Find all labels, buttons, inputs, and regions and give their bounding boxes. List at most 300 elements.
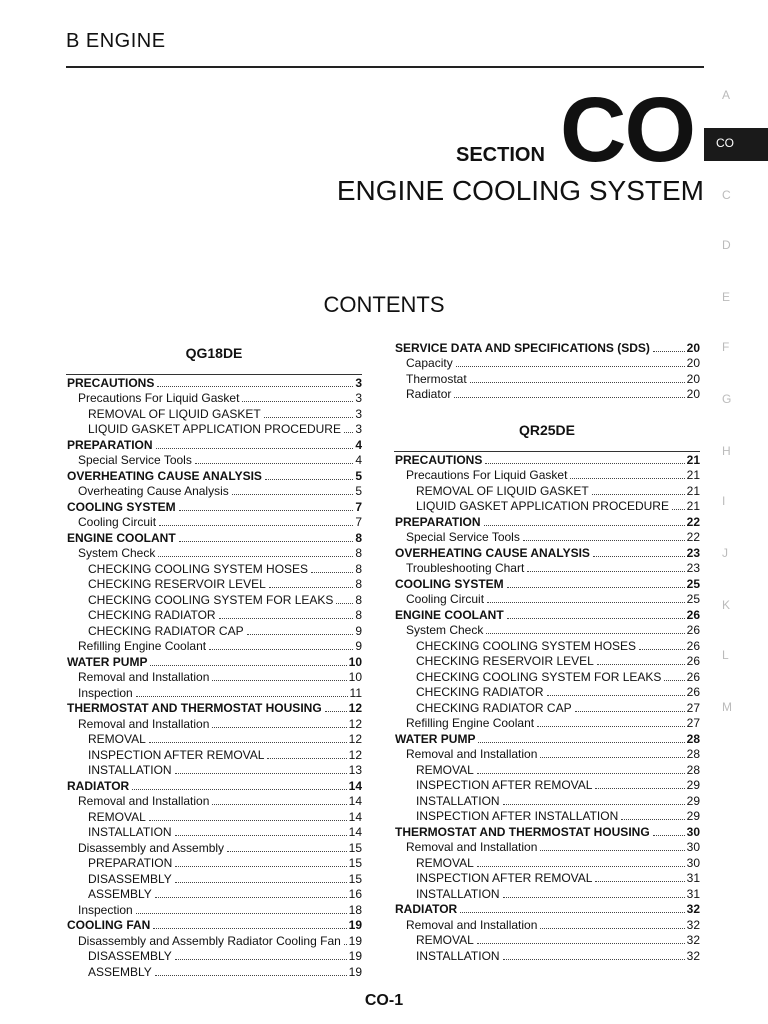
toc-entry-page: 29 xyxy=(686,778,700,792)
toc-entry-page: 9 xyxy=(355,639,362,653)
dot-leader xyxy=(477,773,685,774)
toc-list xyxy=(394,340,700,402)
toc-entry-page: 10 xyxy=(348,670,362,684)
toc-entry-title: INSTALLATION xyxy=(88,825,172,839)
toc-entry-page: 13 xyxy=(348,763,362,777)
toc-entry[interactable] xyxy=(66,499,362,515)
toc-entry-title: PREPARATION xyxy=(395,514,481,529)
toc-entry[interactable] xyxy=(394,607,700,623)
dot-leader xyxy=(503,959,685,960)
toc-entry-title: Removal and Installation xyxy=(406,917,538,932)
header-rule xyxy=(66,66,704,68)
dot-leader xyxy=(477,943,685,944)
toc-entry[interactable] xyxy=(394,933,700,949)
toc-entry-page: 31 xyxy=(686,886,700,901)
toc-entry-title: Cooling Circuit xyxy=(406,592,485,606)
dot-leader xyxy=(179,510,354,511)
toc-entry-title: Disassembly and Assembly Radiator Cooling Fan xyxy=(78,933,341,948)
section-tab-label: K xyxy=(722,598,731,612)
toc-entry[interactable] xyxy=(394,793,700,809)
dot-leader xyxy=(175,866,346,867)
dot-leader xyxy=(242,401,353,402)
toc-list xyxy=(66,375,362,980)
toc-entry-page: 20 xyxy=(686,371,700,386)
dot-leader xyxy=(456,366,685,367)
toc-entry-page: 7 xyxy=(355,515,362,529)
section-tab[interactable] xyxy=(704,436,768,469)
toc-entry-page: 14 xyxy=(348,778,362,793)
toc-entry-title: CHECKING RESERVOIR LEVEL xyxy=(416,654,594,668)
section-tab-label: A xyxy=(722,88,731,102)
toc-entry-page: 29 xyxy=(686,793,700,808)
toc-entry[interactable] xyxy=(394,886,700,902)
toc-entry[interactable] xyxy=(394,855,700,871)
toc-entry-title: Refilling Engine Coolant xyxy=(406,716,535,730)
toc-entry[interactable] xyxy=(394,340,700,356)
section-tab-label: I xyxy=(722,494,726,508)
toc-entry-title: DISASSEMBLY xyxy=(88,871,172,886)
toc-entry[interactable] xyxy=(66,422,362,438)
toc-entry-title: CHECKING COOLING SYSTEM FOR LEAKS xyxy=(416,669,662,684)
toc-entry-title: CHECKING COOLING SYSTEM FOR LEAKS xyxy=(88,592,334,607)
toc-entry[interactable] xyxy=(66,468,362,484)
toc-entry-title: PREPARATION xyxy=(88,856,173,870)
toc-entry[interactable] xyxy=(394,499,700,515)
toc-entry-page: 26 xyxy=(686,607,700,622)
toc-entry[interactable] xyxy=(66,375,362,391)
toc-entry[interactable] xyxy=(66,964,362,980)
toc-entry[interactable] xyxy=(394,530,700,546)
toc-entry[interactable] xyxy=(66,949,362,965)
toc-entry-page: 18 xyxy=(348,902,362,917)
section-tab[interactable] xyxy=(704,384,768,417)
toc-entry-title: SERVICE DATA AND SPECIFICATIONS (SDS) xyxy=(395,340,650,355)
toc-entry-title: INSPECTION AFTER REMOVAL xyxy=(88,747,265,762)
toc-entry-title: Removal and Installation xyxy=(78,716,210,731)
toc-entry[interactable] xyxy=(66,778,362,794)
toc-entry-title: Disassembly and Assembly xyxy=(78,840,225,855)
toc-entry[interactable] xyxy=(394,623,700,639)
toc-entry[interactable] xyxy=(66,701,362,717)
toc-entry[interactable] xyxy=(66,639,362,655)
toc-entry-title: LIQUID GASKET APPLICATION PROCEDURE xyxy=(416,499,669,513)
toc-entry-page: 30 xyxy=(686,855,700,870)
toc-entry-page: 8 xyxy=(355,608,362,622)
page-number: CO-1 xyxy=(364,992,404,1009)
toc-entry-title: ENGINE COOLANT xyxy=(67,530,176,545)
toc-entry-page: 19 xyxy=(348,918,362,932)
toc-entry-page: 8 xyxy=(355,561,362,576)
toc-entry-page: 26 xyxy=(686,638,700,653)
toc-entry-title: RADIATOR xyxy=(395,902,458,916)
toc-entry-page: 28 xyxy=(686,762,700,777)
dot-leader xyxy=(136,913,347,914)
toc-entry-page: 23 xyxy=(686,561,700,575)
toc-entry[interactable] xyxy=(66,809,362,825)
dot-leader xyxy=(540,928,684,929)
toc-entry-title: Precautions For Liquid Gasket xyxy=(406,468,568,482)
dot-leader xyxy=(219,618,354,619)
toc-entry[interactable] xyxy=(394,356,700,372)
toc-entry-title: System Check xyxy=(406,623,484,637)
toc-entry-page: 28 xyxy=(686,747,700,761)
toc-entry[interactable] xyxy=(66,825,362,841)
toc-entry[interactable] xyxy=(66,530,362,546)
toc-entry[interactable] xyxy=(394,576,700,592)
toc-entry-page: 25 xyxy=(686,592,700,606)
toc-entry[interactable] xyxy=(394,387,700,403)
toc-entry[interactable] xyxy=(66,406,362,422)
dot-leader xyxy=(209,649,353,650)
section-tab[interactable] xyxy=(704,538,768,571)
toc-entry-title: Special Service Tools xyxy=(78,453,192,467)
dot-leader xyxy=(212,727,346,728)
toc-entry-title: REMOVAL xyxy=(88,732,146,746)
dot-leader xyxy=(454,397,684,398)
section-tab[interactable] xyxy=(704,230,768,263)
toc-entry-page: 30 xyxy=(686,824,700,839)
dot-leader xyxy=(540,757,684,758)
toc-entry[interactable] xyxy=(66,546,362,562)
section-title: ENGINE COOLING SYSTEM xyxy=(336,175,704,206)
toc-entry[interactable] xyxy=(66,608,362,624)
toc-entry-page: 32 xyxy=(686,948,700,963)
section-tab-label: J xyxy=(722,546,728,560)
section-tab[interactable] xyxy=(704,180,768,213)
toc-entry[interactable] xyxy=(394,917,700,933)
toc-entry[interactable] xyxy=(66,437,362,453)
toc-entry[interactable] xyxy=(66,856,362,872)
toc-entry[interactable] xyxy=(394,747,700,763)
dot-leader xyxy=(664,680,684,681)
toc-entry-page: 27 xyxy=(686,700,700,715)
dot-leader xyxy=(597,664,685,665)
dot-leader xyxy=(212,804,346,805)
dot-leader xyxy=(470,382,685,383)
toc-entry[interactable] xyxy=(394,452,700,468)
toc-entry-page: 15 xyxy=(348,840,362,855)
toc-entry-page: 21 xyxy=(686,452,700,467)
dot-leader xyxy=(507,618,685,619)
toc-entry-page: 26 xyxy=(686,685,700,699)
section-tab[interactable] xyxy=(704,128,768,161)
toc-entry[interactable] xyxy=(394,561,700,577)
toc-entry-page: 32 xyxy=(686,902,700,916)
toc-entry-title: RADIATOR xyxy=(67,778,130,793)
section-tab[interactable] xyxy=(704,282,768,315)
toc-entry[interactable] xyxy=(66,716,362,732)
toc-entry[interactable] xyxy=(394,700,700,716)
dot-leader xyxy=(547,695,685,696)
dot-leader xyxy=(653,835,685,836)
toc-entry-page: 12 xyxy=(348,716,362,731)
toc-entry-page: 21 xyxy=(686,483,700,498)
toc-entry-title: INSPECTION AFTER INSTALLATION xyxy=(416,809,619,823)
dot-leader xyxy=(593,556,685,557)
toc-entry-title: CHECKING RADIATOR xyxy=(88,608,216,622)
toc-entry-title: INSTALLATION xyxy=(416,886,500,901)
toc-entry[interactable] xyxy=(66,933,362,949)
toc-entry-page: 14 xyxy=(348,825,362,839)
toc-entry[interactable] xyxy=(394,371,700,387)
section-tab[interactable] xyxy=(704,590,768,623)
section-tab[interactable] xyxy=(704,80,768,113)
toc-entry-title: Special Service Tools xyxy=(406,530,520,544)
dot-leader xyxy=(477,866,685,867)
toc-entry-page: 8 xyxy=(355,546,362,560)
toc-entry-title: WATER PUMP xyxy=(67,654,148,669)
dot-leader xyxy=(592,494,685,495)
dot-leader xyxy=(265,479,353,480)
toc-entry-title: ENGINE COOLANT xyxy=(395,607,504,622)
contents-heading: CONTENTS xyxy=(323,292,445,317)
section-tab-label: L xyxy=(722,648,729,662)
toc-entry[interactable] xyxy=(66,685,362,701)
toc-entry[interactable] xyxy=(66,887,362,903)
toc-entry[interactable] xyxy=(394,654,700,670)
toc-entry[interactable] xyxy=(394,731,700,747)
dot-leader xyxy=(485,463,684,464)
dot-leader xyxy=(639,649,685,650)
toc-entry-page: 3 xyxy=(355,375,362,390)
toc-entry[interactable] xyxy=(66,453,362,469)
toc-entry-title: THERMOSTAT AND THERMOSTAT HOUSING xyxy=(395,824,650,839)
toc-entry-title: ASSEMBLY xyxy=(88,964,152,979)
toc-entry-page: 31 xyxy=(686,871,700,885)
dot-leader xyxy=(595,788,684,789)
section-tab[interactable] xyxy=(704,640,768,673)
toc-entry[interactable] xyxy=(66,918,362,934)
toc-entry-title: Removal and Installation xyxy=(406,747,538,761)
toc-entry-title: Capacity xyxy=(406,356,453,370)
toc-entry-page: 10 xyxy=(348,654,362,669)
toc-entry-page: 21 xyxy=(686,499,700,513)
toc-entry-page: 29 xyxy=(686,809,700,823)
toc-entry-page: 11 xyxy=(349,685,362,700)
toc-entry[interactable] xyxy=(66,902,362,918)
toc-entry[interactable] xyxy=(66,654,362,670)
toc-entry-title: CHECKING RESERVOIR LEVEL xyxy=(88,577,266,591)
toc-entry-page: 22 xyxy=(686,514,700,529)
toc-entry[interactable] xyxy=(66,515,362,531)
dot-leader xyxy=(175,773,347,774)
dot-leader xyxy=(159,525,353,526)
toc-entry-title: OVERHEATING CAUSE ANALYSIS xyxy=(67,468,262,483)
toc-entry[interactable] xyxy=(394,902,700,918)
toc-entry-title: WATER PUMP xyxy=(395,731,476,746)
toc-entry-page: 16 xyxy=(348,887,362,901)
toc-entry[interactable] xyxy=(66,840,362,856)
dot-leader xyxy=(344,432,353,433)
toc-entry-page: 8 xyxy=(355,530,362,545)
toc-entry-title: CHECKING RADIATOR CAP xyxy=(416,700,572,715)
toc-entry[interactable] xyxy=(394,948,700,964)
toc-entry[interactable] xyxy=(394,809,700,825)
dot-leader xyxy=(132,789,346,790)
toc-entry-page: 30 xyxy=(686,840,700,854)
toc-entry[interactable] xyxy=(394,716,700,732)
dot-leader xyxy=(503,804,685,805)
toc-entry-page: 26 xyxy=(686,669,700,684)
toc-entry[interactable] xyxy=(66,577,362,593)
toc-entry-title: OVERHEATING CAUSE ANALYSIS xyxy=(395,545,590,560)
section-tab[interactable] xyxy=(704,486,768,519)
toc-entry[interactable] xyxy=(394,871,700,887)
toc-entry-title: COOLING SYSTEM xyxy=(395,576,504,591)
dot-leader xyxy=(264,417,354,418)
toc-entry[interactable] xyxy=(394,483,700,499)
toc-entry-title: INSTALLATION xyxy=(416,948,500,963)
toc-entry[interactable] xyxy=(66,763,362,779)
toc-entry-title: Troubleshooting Chart xyxy=(406,561,525,575)
dot-leader xyxy=(537,726,685,727)
dot-leader xyxy=(523,540,685,541)
toc-entry-title: PRECAUTIONS xyxy=(67,375,155,390)
toc-entry[interactable] xyxy=(394,592,700,608)
toc-entry-title: CHECKING RADIATOR xyxy=(416,685,544,699)
toc-entry-title: COOLING SYSTEM xyxy=(67,499,176,514)
dot-leader xyxy=(136,696,348,697)
section-tab-label: D xyxy=(722,238,731,252)
dot-leader xyxy=(156,448,354,449)
toc-entry-page: 28 xyxy=(686,731,700,746)
engine-group-title: QG18DE xyxy=(185,345,243,361)
section-tab-label: G xyxy=(722,392,732,406)
toc-entry-page: 4 xyxy=(355,437,362,452)
toc-entry-title: CHECKING COOLING SYSTEM HOSES xyxy=(416,638,637,653)
toc-entry[interactable] xyxy=(66,391,362,407)
dot-leader xyxy=(325,711,347,712)
toc-entry-title: System Check xyxy=(78,546,156,560)
toc-entry[interactable] xyxy=(66,871,362,887)
toc-entry-title: CHECKING COOLING SYSTEM HOSES xyxy=(88,561,309,576)
section-tab-label: CO xyxy=(716,136,734,150)
dot-leader xyxy=(153,928,346,929)
toc-entry[interactable] xyxy=(66,484,362,500)
toc-entry[interactable] xyxy=(394,840,700,856)
toc-entry-page: 3 xyxy=(355,391,362,405)
toc-entry[interactable] xyxy=(66,747,362,763)
dot-leader xyxy=(336,603,353,604)
toc-entry-page: 9 xyxy=(355,623,362,638)
toc-entry-page: 3 xyxy=(355,422,362,436)
toc-entry-title: Precautions For Liquid Gasket xyxy=(78,391,240,405)
toc-entry[interactable] xyxy=(394,638,700,654)
toc-entry-page: 15 xyxy=(348,856,362,870)
section-tab-label: E xyxy=(722,290,731,304)
toc-entry-page: 7 xyxy=(355,499,362,514)
toc-entry-page: 32 xyxy=(686,933,700,947)
toc-entry-title: Radiator xyxy=(406,387,452,401)
dot-leader xyxy=(150,665,346,666)
toc-column-left xyxy=(66,340,362,980)
toc-entry-title: INSTALLATION xyxy=(88,763,172,777)
dot-leader xyxy=(158,556,353,557)
toc-entry-title: Refilling Engine Coolant xyxy=(78,639,207,653)
toc-entry-page: 15 xyxy=(348,871,362,886)
toc-entry-page: 14 xyxy=(348,794,362,808)
section-tab[interactable] xyxy=(704,692,768,725)
toc-entry-title: Overheating Cause Analysis xyxy=(78,484,229,498)
toc-entry[interactable] xyxy=(394,468,700,484)
toc-entry-page: 20 xyxy=(686,356,700,370)
toc-entry[interactable] xyxy=(394,514,700,530)
dot-leader xyxy=(175,835,347,836)
toc-entry[interactable] xyxy=(66,794,362,810)
toc-entry[interactable] xyxy=(66,561,362,577)
toc-entry-title: CHECKING RADIATOR CAP xyxy=(88,623,244,638)
toc-column-right xyxy=(394,340,700,964)
toc-entry-page: 26 xyxy=(686,654,700,668)
section-tab-label: H xyxy=(722,444,731,458)
dot-leader xyxy=(344,944,347,945)
dot-leader xyxy=(595,881,684,882)
toc-entry-page: 8 xyxy=(355,577,362,591)
toc-entry[interactable] xyxy=(394,824,700,840)
dot-leader xyxy=(570,478,684,479)
dot-leader xyxy=(149,742,347,743)
toc-entry-page: 19 xyxy=(348,964,362,979)
toc-entry[interactable] xyxy=(66,670,362,686)
dot-leader xyxy=(149,820,347,821)
dot-leader xyxy=(227,851,347,852)
toc-entry[interactable] xyxy=(394,685,700,701)
toc-entry-page: 20 xyxy=(686,340,700,355)
toc-entry-title: REMOVAL xyxy=(416,855,474,870)
toc-entry[interactable] xyxy=(66,623,362,639)
section-code: CO xyxy=(560,79,694,181)
toc-entry-page: 12 xyxy=(348,701,362,715)
dot-leader xyxy=(175,959,347,960)
toc-entry[interactable] xyxy=(66,592,362,608)
toc-entry[interactable] xyxy=(394,778,700,794)
toc-entry-title: REMOVAL OF LIQUID GASKET xyxy=(88,406,261,421)
toc-entry-page: 5 xyxy=(355,484,362,498)
dot-leader xyxy=(195,463,353,464)
toc-entry[interactable] xyxy=(66,732,362,748)
dot-leader xyxy=(653,351,685,352)
section-tab-label: M xyxy=(722,700,732,714)
engine-group-title: QR25DE xyxy=(518,422,576,438)
toc-entry[interactable] xyxy=(394,669,700,685)
dot-leader xyxy=(460,912,684,913)
section-tab-label: F xyxy=(722,340,730,354)
toc-entry-title: COOLING FAN xyxy=(67,918,151,932)
toc-entry-page: 12 xyxy=(348,732,362,746)
toc-entry-page: 20 xyxy=(686,387,700,401)
toc-entry-page: 19 xyxy=(348,949,362,963)
dot-leader xyxy=(487,602,685,603)
dot-leader xyxy=(478,742,684,743)
toc-entry[interactable] xyxy=(394,762,700,778)
toc-entry-title: Thermostat xyxy=(406,371,467,386)
toc-entry-title: INSPECTION AFTER REMOVAL xyxy=(416,778,593,792)
toc-entry-title: Removal and Installation xyxy=(78,794,210,808)
section-label: SECTION xyxy=(456,144,545,166)
toc-entry-page: 12 xyxy=(348,747,362,762)
toc-entry-page: 8 xyxy=(355,592,362,607)
toc-entry-title: Removal and Installation xyxy=(406,840,538,854)
toc-entry[interactable] xyxy=(394,545,700,561)
toc-entry-title: THERMOSTAT AND THERMOSTAT HOUSING xyxy=(67,701,322,715)
toc-entry-title: REMOVAL xyxy=(416,762,474,777)
section-tab[interactable] xyxy=(704,332,768,365)
dot-leader xyxy=(486,633,684,634)
toc-entry-title: DISASSEMBLY xyxy=(88,949,172,963)
dot-leader xyxy=(212,680,346,681)
dot-leader xyxy=(179,541,354,542)
toc-entry-title: PREPARATION xyxy=(67,437,153,452)
